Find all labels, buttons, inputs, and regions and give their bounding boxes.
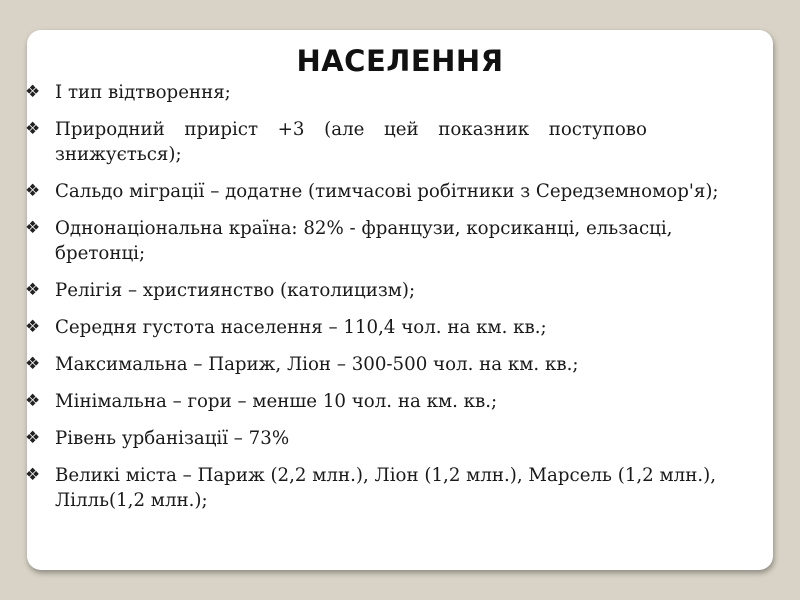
list-item [25,426,777,451]
list-item [25,179,777,204]
diamond-cluster-icon: ❖ [25,391,41,411]
list-item [25,389,777,414]
diamond-cluster-icon: ❖ [25,181,41,201]
list-item-text: Сальдо міграції – додатне (тимчасові робітники з Середземномор'я); [55,181,719,202]
diamond-cluster-icon: ❖ [25,82,41,102]
diamond-cluster-icon: ❖ [25,119,41,139]
list-item [25,352,777,377]
list-item-text: І тип відтворення; [55,82,231,103]
diamond-cluster-icon: ❖ [25,280,41,300]
list-item-text: Мінімальна – гори – менше 10 чол. на км. кв.; [55,391,498,412]
list-item-text: Середня густота населення – 110,4 чол. на км. кв.; [55,317,547,338]
list-item [25,216,777,266]
diamond-cluster-icon: ❖ [25,354,41,374]
list-item [25,463,777,513]
diamond-cluster-icon: ❖ [25,317,41,337]
list-item [25,117,777,167]
list-item-text: Максимальна – Париж, Ліон – 300-500 чол. на км. кв.; [55,354,579,375]
diamond-cluster-icon: ❖ [25,218,41,238]
list-item-text: Однонаціональна країна: 82% - французи, корсиканці, ельзасці, бретонці; [55,218,673,264]
list-item [25,80,777,105]
list-item-text: Рівень урбанізації – 73% [55,428,290,449]
bullet-list [25,80,777,513]
list-item-text: Великі міста – Париж (2,2 млн.), Ліон (1,2 млн.), Марсель (1,2 млн.), Лілль(1,2 млн.); [55,465,717,511]
list-item-text: Природний приріст +3 (але цей показник поступово знижується); [55,119,647,165]
list-item [25,278,777,303]
list-item [25,315,777,340]
slide-title: НАСЕЛЕННЯ [296,44,504,78]
diamond-cluster-icon: ❖ [25,428,41,448]
diamond-cluster-icon: ❖ [25,465,41,485]
list-item-text: Релігія – християнство (католицизм); [55,280,416,301]
